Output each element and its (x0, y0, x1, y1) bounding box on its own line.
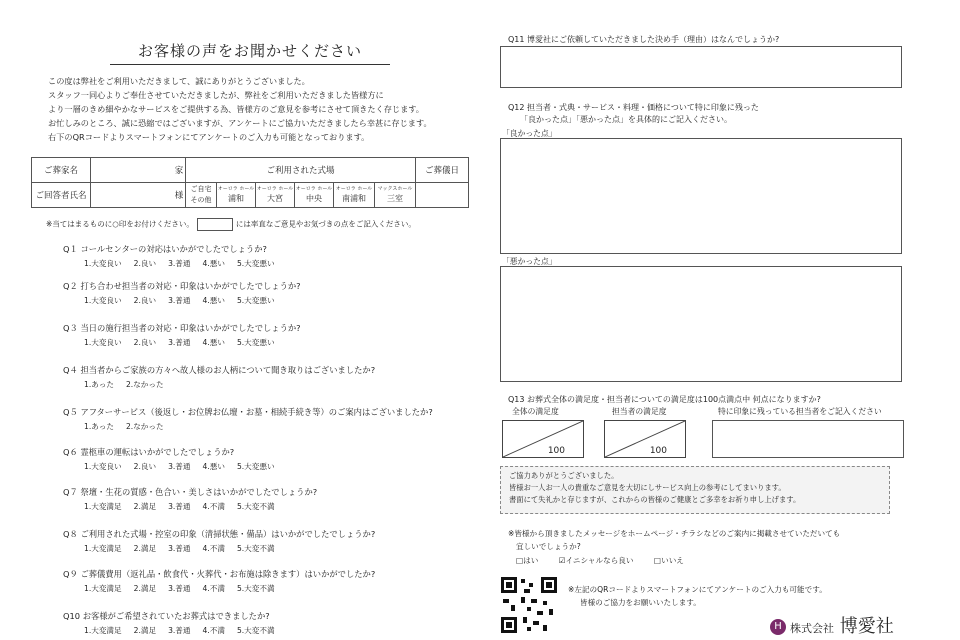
staff-name-box[interactable] (712, 420, 904, 458)
option-5[interactable]: 5.大変悪い (236, 338, 275, 347)
option-3[interactable]: 3.普通 (168, 338, 191, 347)
option-4[interactable]: 4.不満 (202, 502, 225, 511)
page-title: お客様の声をお聞かせください (110, 40, 390, 65)
option-5[interactable]: 5.大変不満 (236, 502, 275, 511)
option-2[interactable]: 2.満足 (133, 544, 157, 553)
question-7: Q７ 祭壇・生花の質感・色合い・美しさはいかがでしたでしょうか? (63, 487, 318, 497)
option-5[interactable]: 5.大変不満 (236, 626, 275, 635)
question-8-options (84, 543, 287, 554)
date-header: ご葬儀日 (416, 158, 469, 183)
option-4[interactable]: 4.不満 (202, 626, 225, 635)
bad-points-label: 「悪かった点」 (502, 257, 557, 266)
consent-text-2: 宜しいでしょうか? (516, 542, 581, 551)
option-2[interactable]: 2.良い (133, 462, 157, 471)
option-3[interactable]: 3.普通 (168, 296, 191, 305)
question-1: Q１ コールセンターの対応はいかがでしたでしょうか? (63, 244, 267, 254)
option-1[interactable]: 1.大変良い (84, 296, 122, 305)
option-5[interactable]: 5.大変悪い (236, 296, 275, 305)
option-2[interactable]: 2.満足 (133, 626, 157, 635)
option-4[interactable]: 4.不満 (202, 584, 225, 593)
staff-note-label: 特に印象に残っている担当者をご記入ください (718, 407, 882, 416)
question-10: Q10 お客様がご希望されていたお葬式はできましたか? (63, 611, 270, 621)
intro-text: この度は弊社をご利用いただきまして、誠にありがとうございました。 スタッフ一同心よりご奉仕させていただきましたが、弊社をご利用いただきました皆様方に より一層のきめ細やかなサービスをご提供する為、皆様方のご意見を参考にさせて頂きたく存じます。 お忙しみのところ、誠に恐縮ではございますが、アンケートにご協力いただきましたら幸甚に存じます。 右下のQRコードよりスマートフォンにてアンケートのご入力も可能となっております。 (48, 76, 432, 142)
option-5[interactable]: 5.大変悪い (236, 259, 275, 268)
venue-hall-minamiurawa[interactable]: オーロラ ホール 南浦和 (334, 183, 375, 208)
option-3[interactable]: 3.普通 (168, 584, 191, 593)
family-label: ご葬家名 (32, 158, 91, 183)
question-9-options (84, 583, 287, 594)
score-slash (605, 421, 685, 457)
option-1[interactable]: 1.大変満足 (84, 626, 122, 635)
option-4[interactable]: 4.不満 (202, 544, 225, 553)
question-2-options (84, 295, 287, 306)
overall-score-box[interactable]: 100 (502, 420, 584, 458)
question-2: Q２ 打ち合わせ担当者の対応・印象はいかがでしたでしょうか? (63, 281, 301, 291)
qr-note: ※左記のQRコードよりスマートフォンにてアンケートのご入力も可能です。 (568, 585, 827, 594)
option-3[interactable]: 3.普通 (168, 626, 191, 635)
consent-options (516, 555, 684, 566)
qr-code[interactable] (500, 576, 558, 634)
option-3[interactable]: 3.普通 (168, 502, 191, 511)
option-1[interactable]: 1.大変良い (84, 259, 122, 268)
option-1[interactable]: 1.大変満足 (84, 544, 122, 553)
option-2[interactable]: 2.良い (133, 338, 157, 347)
overall-label: 全体の満足度 (512, 407, 559, 416)
respondent-field[interactable] (91, 183, 174, 208)
option-4[interactable]: 4.悪い (202, 296, 225, 305)
consent-yes[interactable]: □はい (516, 556, 539, 565)
option-1[interactable]: 1.大変満足 (84, 584, 122, 593)
score-slash (503, 421, 583, 457)
staff-label: 担当者の満足度 (612, 407, 667, 416)
option-2[interactable]: 2.なかった (125, 422, 164, 431)
venue-header: ご利用された式場 (186, 158, 416, 183)
option-3[interactable]: 3.普通 (168, 462, 191, 471)
option-2[interactable]: 2.なかった (125, 380, 164, 389)
logo-mark-icon: H (770, 619, 786, 635)
q13-text: Q13 お葬式全体の満足度・担当者についての満足度は100点満点中 何点になりますか? (508, 395, 821, 404)
q12-text: Q12 担当者・式典・サービス・料理・価格について特に印象に残った (508, 103, 759, 112)
bad-points-box[interactable] (500, 266, 902, 382)
thanks-box: ご協力ありがとうございました。 皆様お一人お一人の貴重なご意見を大切にしサービス向上の参考にしてまいります。 書面にて失礼かと存じますが、これからの皆様のご健康とご多幸をお祈り申し上げます。 (500, 466, 890, 514)
option-4[interactable]: 4.悪い (202, 259, 225, 268)
family-field[interactable] (91, 158, 174, 183)
staff-score-box[interactable]: 100 (604, 420, 686, 458)
option-3[interactable]: 3.普通 (168, 544, 191, 553)
info-table: ご葬家名 家 ご利用された式場 ご葬儀日 ご回答者氏名 様 ご自宅 その他 オーロラ ホール 浦和 オーロラ ホール 大宮 オーロラ ホール 中央 オーロラ ホール 南浦和 マックスホール 三室 (31, 157, 469, 208)
question-6: Q６ 霊柩車の運転はいかがでしたでしょうか? (63, 447, 235, 457)
consent-initials[interactable]: ☑イニシャルなら良い (558, 556, 634, 565)
question-6-options (84, 461, 287, 472)
question-1-options (84, 258, 287, 269)
option-5[interactable]: 5.大変不満 (236, 584, 275, 593)
instruction-note: ※当てはまるものに○印をお付けください。 には率直なご意見やお気づきの点をご記入ください。 (46, 218, 416, 231)
question-10-options (84, 625, 287, 636)
option-1[interactable]: 1.あった (84, 422, 114, 431)
option-1[interactable]: 1.大変良い (84, 462, 122, 471)
consent-text: ※皆様から頂きましたメッセージをホームページ・チラシなどのご案内に掲載させていただいても (508, 529, 841, 538)
option-1[interactable]: 1.大変満足 (84, 502, 122, 511)
question-5-options (84, 421, 176, 432)
question-9: Q９ ご葬儀費用（返礼品・飲食代・火葬代・お布施は除きます）はいかがでしたか? (63, 569, 376, 579)
good-points-label: 「良かった点」 (502, 129, 557, 138)
venue-home[interactable]: ご自宅 その他 (186, 183, 217, 208)
option-2[interactable]: 2.満足 (133, 584, 157, 593)
question-4: Q４ 担当者からご家族の方々へ故人様のお人柄について聞き取りはございましたか? (63, 365, 376, 375)
q11-text: Q11 博愛社にご依頼していただきました決め手（理由）はなんでしょうか? (508, 35, 780, 44)
consent-no[interactable]: □いいえ (653, 556, 684, 565)
option-4[interactable]: 4.悪い (202, 338, 225, 347)
venue-hall-mimuro[interactable]: マックスホール 三室 (375, 183, 416, 208)
q11-answer-box[interactable] (500, 46, 902, 88)
option-5[interactable]: 5.大変悪い (236, 462, 275, 471)
qr-note-2: 皆様のご協力をお願いいたします。 (580, 598, 701, 607)
comment-box-sample (197, 218, 233, 231)
date-field[interactable] (416, 183, 469, 208)
question-3-options (84, 337, 287, 348)
option-5[interactable]: 5.大変不満 (236, 544, 275, 553)
option-2[interactable]: 2.良い (133, 259, 157, 268)
company-logo: H 株式会社 博愛社 (770, 612, 894, 638)
venue-hall-omiya[interactable]: オーロラ ホール 大宮 (256, 183, 295, 208)
question-3: Q３ 当日の施行担当者の対応・印象はいかがでしたでしょうか? (63, 323, 301, 333)
option-2[interactable]: 2.良い (133, 296, 157, 305)
option-3[interactable]: 3.普通 (168, 259, 191, 268)
good-points-box[interactable] (500, 138, 902, 254)
question-8: Q８ ご利用された式場・控室の印象（清掃状態・備品）はいかがでしたでしょうか? (63, 529, 376, 539)
option-4[interactable]: 4.悪い (202, 462, 225, 471)
venue-hall-chuo[interactable]: オーロラ ホール 中央 (295, 183, 334, 208)
respondent-label: ご回答者氏名 (32, 183, 91, 208)
option-1[interactable]: 1.あった (84, 380, 114, 389)
venue-hall-urawa[interactable]: オーロラ ホール 浦和 (217, 183, 256, 208)
option-1[interactable]: 1.大変良い (84, 338, 122, 347)
question-5: Q５ アフターサービス（後返し・お位牌お仏壇・お墓・相続手続き等）のご案内はございましたか? (63, 407, 433, 417)
question-7-options (84, 501, 287, 512)
option-2[interactable]: 2.満足 (133, 502, 157, 511)
question-4-options (84, 379, 176, 390)
q12-subtext: 「良かった点」「悪かった点」を具体的にご記入ください。 (520, 115, 732, 124)
